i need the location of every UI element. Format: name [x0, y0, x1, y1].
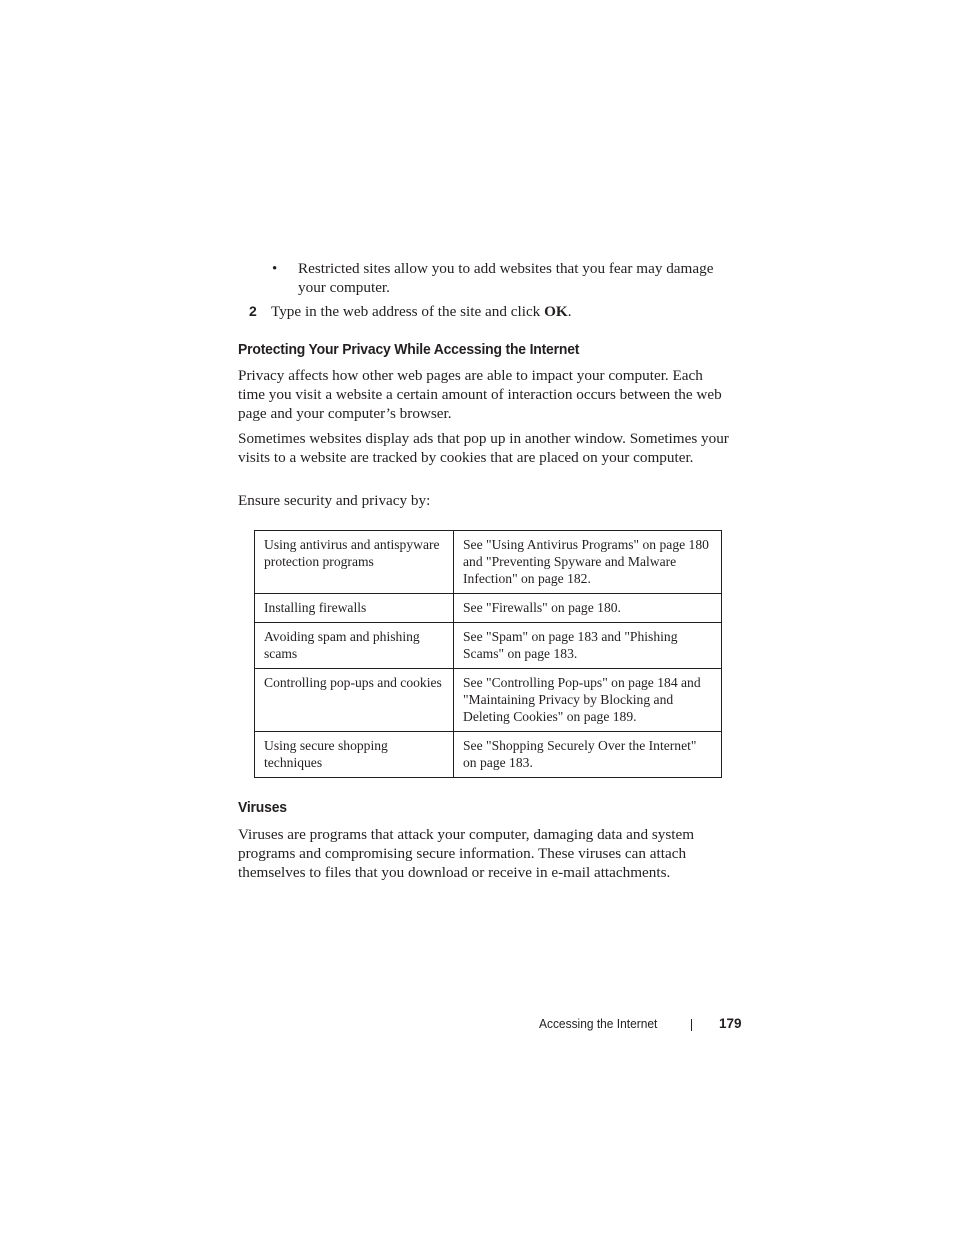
table-cell-reference: See "Shopping Securely Over the Internet" on page 183.	[454, 732, 722, 778]
table-cell-task: Installing firewalls	[255, 594, 454, 623]
table-cell-task: Controlling pop-ups and cookies	[255, 669, 454, 732]
step-number: 2	[249, 303, 257, 319]
step-text	[271, 303, 731, 322]
bullet-mark: •	[272, 261, 278, 277]
privacy-paragraph-2: Sometimes websites display ads that pop up in another window. Sometimes your visits to a website are tracked by cookies that are placed on your computer.	[238, 430, 729, 466]
viruses-heading: Viruses	[238, 799, 287, 816]
step-text-after: .	[567, 303, 572, 320]
footer-chapter-title: Accessing the Internet	[539, 1016, 658, 1031]
table-row	[255, 732, 722, 778]
page-number: 179	[719, 1016, 742, 1031]
table-row	[255, 594, 722, 623]
table-cell-task: Using antivirus and antispyware protection programs	[255, 531, 454, 594]
table-cell-reference: See "Using Antivirus Programs" on page 180 and "Preventing Spyware and Malware Infection" on page 182.	[454, 531, 722, 594]
table-cell-reference: See "Firewalls" on page 180.	[454, 594, 722, 623]
privacy-paragraph-3: Ensure security and privacy by:	[238, 492, 431, 509]
table-cell-reference: See "Spam" on page 183 and "Phishing Scams" on page 183.	[454, 623, 722, 669]
bullet-text: Restricted sites allow you to add websites that you fear may damage your computer.	[298, 260, 714, 296]
footer-divider	[691, 1019, 692, 1031]
privacy-heading: Protecting Your Privacy While Accessing the Internet	[238, 341, 580, 358]
table-cell-task: Avoiding spam and phishing scams	[255, 623, 454, 669]
viruses-paragraph: Viruses are programs that attack your computer, damaging data and system programs and compromising secure information. These viruses can attach themselves to files that you download or receive in e-mail attachments.	[238, 826, 695, 881]
table-cell-task: Using secure shopping techniques	[255, 732, 454, 778]
table-row	[255, 669, 722, 732]
step-text-before: Type in the web address of the site and click	[271, 303, 545, 320]
privacy-paragraph-1: Privacy affects how other web pages are able to impact your computer. Each time you visit a website a certain amount of interaction occurs between the web page and your computer’s browser.	[238, 367, 722, 422]
table-cell-reference: See "Controlling Pop-ups" on page 184 and "Maintaining Privacy by Blocking and Deleting Cookies" on page 189.	[454, 669, 722, 732]
table-row	[255, 531, 722, 594]
table-row	[255, 623, 722, 669]
step-ok-label: OK	[544, 303, 568, 320]
security-privacy-table	[254, 530, 722, 778]
